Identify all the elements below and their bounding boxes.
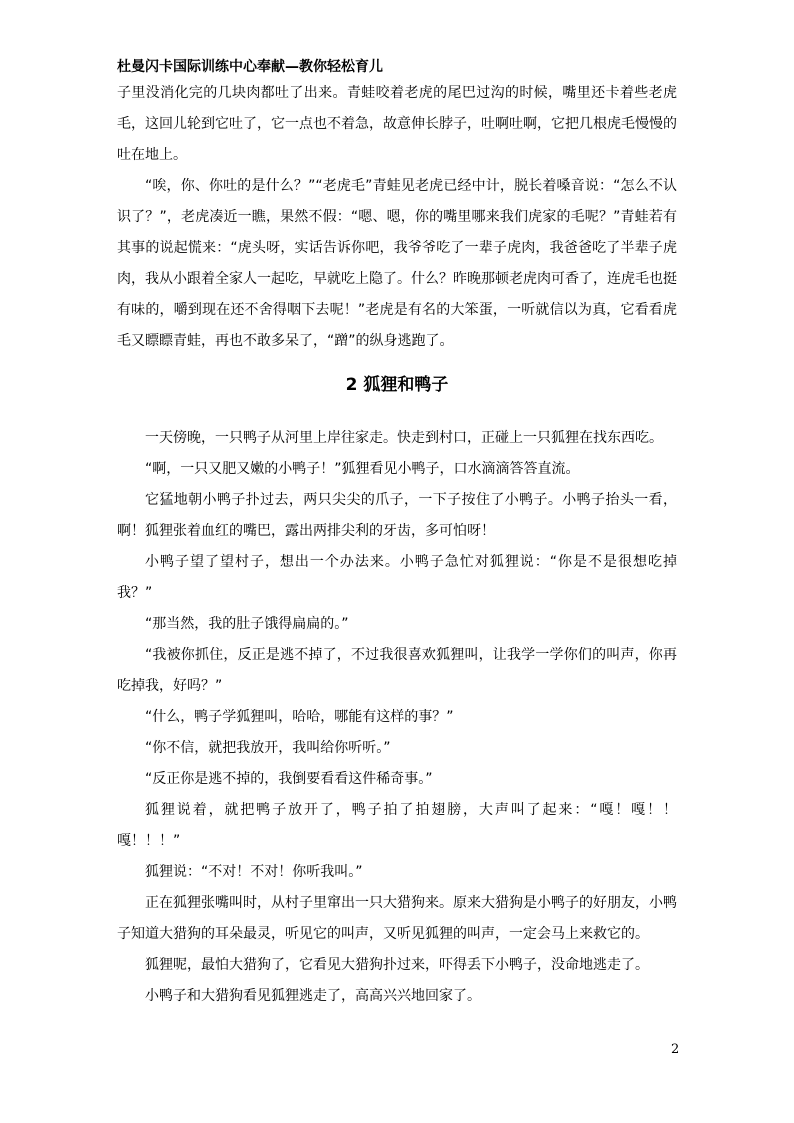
page-number: 2: [671, 1042, 680, 1057]
paragraph: “我被你抓住，反正是逃不掉了，不过我很喜欢狐狸叫，让我学一学你们的叫声，你再吃掉我，好吗？”: [117, 647, 677, 694]
story-1-continuation: [117, 78, 677, 171]
story-1-dialogue: [117, 171, 677, 357]
paragraph: “啊，一只又肥又嫩的小鸭子！”狐狸看见小鸭子，口水滴滴答答直流。: [145, 461, 580, 477]
story-title: 2 狐狸和鸭子: [345, 375, 449, 395]
paragraph: “你不信，就把我放开，我叫给你听听。”: [145, 740, 391, 756]
paragraph: 小鸭子和大猎狗看见狐狸逃走了，高高兴兴地回家了。: [145, 988, 481, 1004]
paragraph: “唉，你、你吐的是什么？”“老虎毛”青蛙见老虎已经中计，脱长着嗓音说：“怎么不认识了？”，老虎凑近一瞧，果然不假：“嗯、嗯，你的嘴里哪来我们虎家的毛呢？”青蛙若有其事的说起慌来：“虎头呀，实话告诉你吧，我爷爷吃了一辈子虎肉，我爸爸吃了半辈子虎肉，我从小跟着全家人一起吃，早就吃上隐了。什么？昨晚那顿老虎肉可香了，连虎毛也挺有味的，嚼到现在还不舍得咽下去呢！”老虎是有名的大笨蛋，一听就信以为真，它看看虎毛又瞟瞟青蛙，再也不敢多呆了，“蹭”的纵身逃跑了。: [117, 178, 677, 349]
paragraph: “什么，鸭子学狐狸叫，哈哈，哪能有这样的事？”: [145, 709, 454, 725]
paragraph: 正在狐狸张嘴叫时，从村子里窜出一只大猎狗来。原来大猎狗是小鸭子的好朋友，小鸭子知道大猎狗的耳朵最灵，听见它的叫声，又听见狐狸的叫声，一定会马上来救它的。: [117, 895, 677, 942]
paragraph: 小鸭子望了望村子，想出一个办法来。小鸭子急忙对狐狸说：“你是不是很想吃掉我？”: [117, 554, 677, 601]
paragraph: 狐狸呢，最怕大猎狗了，它看见大猎狗扑过来，吓得丢下小鸭子，没命地逃走了。: [145, 957, 649, 973]
paragraph: 它猛地朝小鸭子扑过去，两只尖尖的爪子，一下子按住了小鸭子。小鸭子抬头一看，啊！狐狸张着血红的嘴巴，露出两排尖利的牙齿，多可怕呀！: [117, 492, 677, 539]
paragraph: 狐狸说：“不对！不对！你听我叫。”: [145, 864, 363, 880]
paragraph: 子里没消化完的几块肉都吐了出来。青蛙咬着老虎的尾巴过沟的时候，嘴里还卡着些老虎毛，这回儿轮到它吐了，它一点也不着急，故意伸长脖子，吐啊吐啊，它把几根虎毛慢慢的吐在地上。: [117, 85, 677, 163]
paragraph: 狐狸说着，就把鸭子放开了，鸭子拍了拍翅膀，大声叫了起来：“嘎！嘎！！嘎！！！”: [117, 802, 677, 849]
paragraph: “反正你是逃不掉的，我倒要看看这件稀奇事。”: [145, 771, 433, 787]
paragraph: “那当然，我的肚子饿得扁扁的。”: [145, 616, 349, 632]
story-2-body: [117, 423, 677, 1012]
page-header: 杜曼闪卡国际训练中心奉献—教你轻松育儿: [117, 59, 383, 75]
paragraph: 一天傍晚，一只鸭子从河里上岸往家走。快走到村口，正碰上一只狐狸在找东西吃。: [145, 430, 663, 446]
